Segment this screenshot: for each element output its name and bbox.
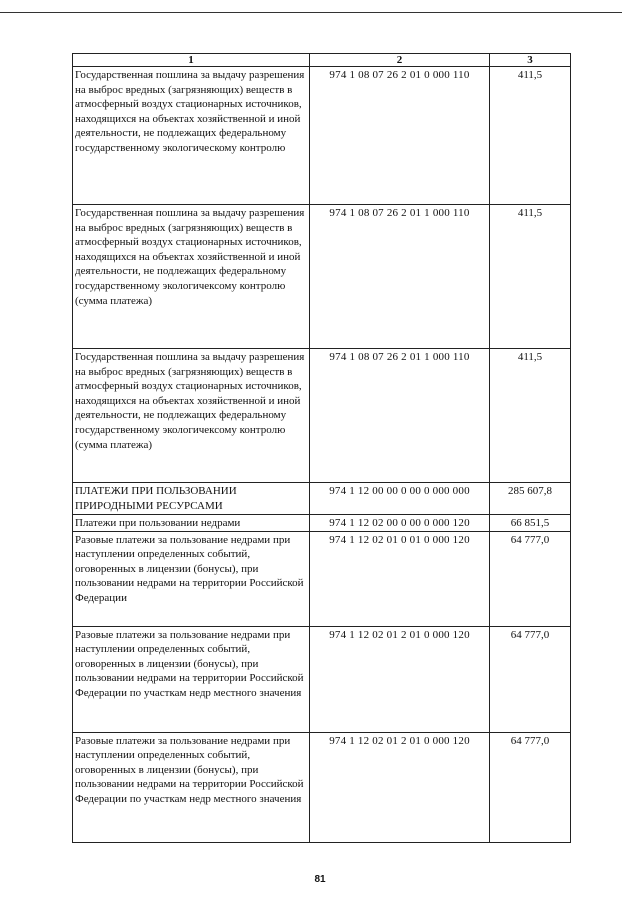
row-amount: 285 607,8 (490, 483, 571, 515)
table-row (73, 531, 571, 626)
row-name: Разовые платежи за пользование недрами при наступлении определенных событий, оговоренных в лицензии (бонусы), при пользовании недрами на территории Российской Федерации по участкам недр местного значения (73, 732, 310, 842)
table-row (73, 626, 571, 732)
row-code: 974 1 08 07 26 2 01 1 000 110 (310, 349, 490, 483)
table-row (73, 732, 571, 842)
table-row (73, 67, 571, 205)
column-header-1: 1 (73, 54, 310, 67)
table-row (73, 349, 571, 483)
row-name: Разовые платежи за пользование недрами при наступлении определенных событий, оговоренных в лицензии (бонусы), при пользовании недрами на территории Российской Федерации (73, 531, 310, 626)
row-code: 974 1 12 02 01 2 01 0 000 120 (310, 732, 490, 842)
row-amount: 64 777,0 (490, 626, 571, 732)
row-amount: 411,5 (490, 67, 571, 205)
revenue-table (72, 53, 571, 843)
row-code: 974 1 12 00 00 0 00 0 000 000 (310, 483, 490, 515)
top-rule (0, 12, 622, 13)
row-code: 974 1 08 07 26 2 01 1 000 110 (310, 205, 490, 349)
table-row (73, 205, 571, 349)
row-amount: 64 777,0 (490, 732, 571, 842)
row-name: Разовые платежи за пользование недрами при наступлении определенных событий, оговоренных в лицензии (бонусы), при пользовании недрами на территории Российской Федерации по участкам недр местного значения (73, 626, 310, 732)
row-code: 974 1 12 02 01 2 01 0 000 120 (310, 626, 490, 732)
row-name: Государственная пошлина за выдачу разрешения на выброс вредных (загрязняющих) веществ в атмосферный воздух стационарных источников, находящихся на объектах хозяйственной и иной деятельности, не подлежащих федеральному государственному экологичексому контролю (сумма платежа) (73, 205, 310, 349)
column-header-3: 3 (490, 54, 571, 67)
row-name: Государственная пошлина за выдачу разрешения на выброс вредных (загрязняющих) веществ в атмосферный воздух стационарных источников, находящихся на объектах хозяйственной и иной деятельности, не подлежащих федеральному государственному экологичексому контролю (сумма платежа) (73, 349, 310, 483)
table-row (73, 515, 571, 532)
table-header-row (73, 54, 571, 67)
row-name: Платежи при пользовании недрами (73, 515, 310, 532)
row-amount: 66 851,5 (490, 515, 571, 532)
column-header-2: 2 (310, 54, 490, 67)
row-code: 974 1 12 02 01 0 01 0 000 120 (310, 531, 490, 626)
table-row (73, 483, 571, 515)
row-code: 974 1 08 07 26 2 01 0 000 110 (310, 67, 490, 205)
row-name: Государственная пошлина за выдачу разрешения на выброс вредных (загрязняющих) веществ в атмосферный воздух стационарных источников, находящихся на объектах хозяйственной и иной деятельности, не подлежащих федеральному государственному экологическому контролю (73, 67, 310, 205)
row-amount: 411,5 (490, 349, 571, 483)
row-amount: 64 777,0 (490, 531, 571, 626)
row-code: 974 1 12 02 00 0 00 0 000 120 (310, 515, 490, 532)
row-name: ПЛАТЕЖИ ПРИ ПОЛЬЗОВАНИИ ПРИРОДНЫМИ РЕСУРСАМИ (73, 483, 310, 515)
row-amount: 411,5 (490, 205, 571, 349)
page-number: 81 (314, 874, 326, 885)
